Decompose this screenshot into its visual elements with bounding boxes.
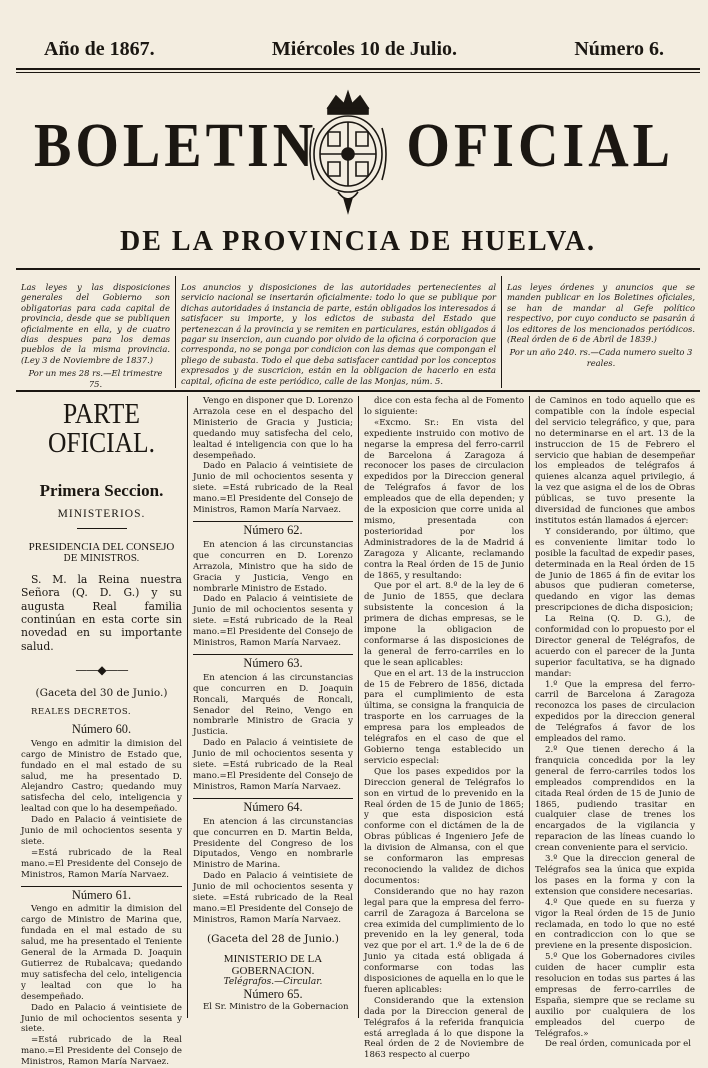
top-rule-thin — [16, 72, 700, 73]
col4-para-2: Y considerando, por último, que es conveniente limitar todo lo posible la facultad de expedir pases, determinada en la Real órden de 15 de Junio de 1865 á fin de evitar los abusos que pudieran cometerse, quedando en vigor las demas prescripciones de dicha disposicion; — [535, 526, 695, 614]
decree-61-text: Vengo en admitir la dimision del cargo de Ministro de Marina que, fundada en el mal estado de su salud, me ha presentado el Teniente General de la Armada D. Joaquin Gutierrez de Rubalcava; quedando muy satisfecha del celo, inteligencia y lealtad con que lo ha desempeñado. — [21, 904, 182, 1002]
gobernacion-heading: MINISTERIO DE LA GOBERNACION. — [223, 952, 323, 977]
decree-62-date: Dado en Palacio á veintisiete de Junio de mil ochocientos sesenta y siete. =Está rubricado de la Real mano.=El Presidente del Consejo de Ministros, Ramon María Narvaez. — [193, 594, 353, 649]
telegrafos-heading: Telégrafos.—Circular. — [223, 976, 323, 987]
col3-para-3: Que por el art. 8.º de la ley de 6 de Junio de 1855, que declara subsistente la concesion á la primera de dichas empresas, se le impone la obligacion de conformarse á las disposiciones de la general de ferro-carriles en lo que le sean aplicables: — [364, 581, 524, 668]
decree-64-text: En atencion á las circunstancias que concurren en D. Martin Belda, Presidente del Congreso de los Diputados, Vengo en nombrarle Ministro de Marina. — [193, 816, 353, 871]
parte-oficial-heading: PARTE OFICIAL. — [47, 398, 156, 459]
col4-para-3: La Reina (Q. D. G.), de conformidad con lo propuesto por el Director general de Telégrafos, de acuerdo con el parecer de la Junta superior facultativa, se ha dignado mandar: — [535, 614, 695, 679]
decree-60-date: Dado en Palacio á veintisiete de Junio de mil ochocientos sesenta y siete. — [21, 815, 182, 847]
notice-rule — [16, 390, 700, 392]
royal-coat-of-arms-icon — [298, 88, 398, 218]
col4-para-8: 5.º Que los Gobernadores civiles cuiden de hacer cumplir esta resolucion en todas sus partes á las empresas de ferro-carriles de España, siempre que se reclame su auxilio por cualquiera de los empleados del cuerpo de Telégrafos.» — [535, 952, 695, 1039]
col4-para-6: 3.º Que la direccion general de Telégrafos sea la única que expida los pases en la forma y con la extension que considere necesarias. — [535, 854, 695, 897]
decree-number-60: Número 60. — [71, 721, 132, 736]
notice-left — [16, 276, 176, 388]
arrazola-decree-date: Dado en Palacio á veintisiete de Junio de mil ochocientos sesenta y siete. =Está rubricado de la Real mano.=El Presidente del Consejo de Ministros, Ramon María Narvaez. — [193, 461, 353, 516]
decree-64-date: Dado en Palacio á veintisiete de Junio de mil ochocientos sesenta y siete. =Está rubricado de la Real mano.=El Presidente del Consejo de Ministros, Ramon María Narvaez. — [193, 871, 353, 925]
column-3 — [358, 396, 529, 1061]
price-annual: Por un año 240. rs.—Cada numero suelto 3 reales. — [509, 347, 693, 368]
col4-para-7: 4.º Que quede en su fuerza y vigor la Real órden de 15 de Junio reclamada, en todo lo que no esté en contradiccion con lo que se previene en la presente disposicion. — [535, 897, 695, 952]
notice-middle — [176, 276, 502, 388]
circular-65-text: El Sr. Ministro de la Gobernacion — [203, 1001, 349, 1012]
notice-middle-text: Los anuncios y disposiciones de las autoridades pertenecientes al servicio nacional se insertarán oficialmente: todo lo que se publique por dichas autoridades á instancia de parte, están obligados los interesados á satisfacer su importe, y los edictos de subasta del Estado que pertenezcan á la provincia y se remiten en particulares, están obligados á pagar su insercion, aun cuando por olvido de la oficina ó corporacion que corresponda, no se ponga por condicion con las demas que compongan el pliego de subasta. Todo el que deba satisfacer cantidad por los conceptos expresados y de suscricion, están en la obligacion de hacerlo en esta capital, oficina de este periódico, calle de las Monjas, núm. 5. — [181, 282, 496, 386]
issue-number: Número 6. — [574, 38, 664, 60]
decree-number-61: Número 61. — [21, 886, 182, 901]
title-boletin: BOLETIN — [34, 111, 318, 181]
col3-para-6: Considerando que no hay razon legal para que la empresa del ferro-carril de Zaragoza á Barcelona se crea eximida del cumplimiento de lo prevenido en la ley general, toda vez que por el art. 1.º de la de 6 de Junio ya citada está obligada á conformarse con todas las disposiciones de aquella en lo que le fueren aplicables: — [364, 886, 524, 995]
decree-number-63: Número 63. — [193, 654, 353, 669]
decree-63-text: En atencion á las circunstancias que concurren en D. Joaquin Roncali, Marqués de Roncali, Senador del Reino, Vengo en nombrarle Ministro de Gracia y Justicia. — [193, 672, 353, 738]
col4-para-4: 1.º Que la empresa del ferro-carril de Barcelona á Zaragoza reconozca los pases de circulacion expedidos por la direccion general de Telégrafos á favor de los empleados del ramo. — [535, 679, 695, 745]
decree-61-sign: =Está rubricado de la Real mano.=El Presidente del Consejo de Ministros, Ramon María Narvaez. — [21, 1035, 182, 1068]
ornament-divider: ——◆—— — [75, 663, 128, 678]
col3-para-1: dice con esta fecha al de Fomento lo siguiente: — [364, 396, 524, 417]
decree-62-text: En atencion á las circunstancias que concurren en D. Lorenzo Arrazola, Ministro que ha sido de Gracia y Justicia, Vengo en nombrarle Ministro de Estado. — [193, 539, 353, 594]
header-rule — [16, 268, 700, 270]
column-1 — [16, 396, 187, 1068]
top-rule — [16, 68, 700, 70]
subscription-notices — [16, 276, 700, 388]
reales-decretos-heading: REALES DECRETOS. — [31, 706, 132, 717]
presidencia-heading: PRESIDENCIA DEL CONSEJO — [28, 540, 175, 553]
notice-right — [502, 276, 700, 388]
section-heading: Primera Seccion. — [39, 481, 164, 500]
presidencia-subheading: DE MINISTROS. — [63, 553, 140, 564]
divider — [77, 528, 127, 529]
col3-para-7: Considerando que la extension dada por la Direccion general de Telégrafos á la referida franquicia está arreglada á lo que dispone la Real órden de 2 de Noviembre de 1863 respecto al cuerpo — [364, 995, 524, 1061]
col4-para-1: de Caminos en todo aquello que es compatible con la índole especial del servicio telegráfico, y que, para no determinarse en el art. 13 de la instruccion de 15 de Febrero el servicio que habian de desempeñar los empleados de telégrafos á quienes alcanza aquel privilegio, á la vez que asigna el de los de Obras públicas, se tuvo presente la diversidad de funciones que ambos institutos están llamados á ejercer: — [535, 396, 695, 526]
col3-para-2: «Excmo. Sr.: En vista del expediente instruido con motivo de negarse la empresa del ferro-carril de Barcelona á Zaragoza á reconocer los pases de circulacion expedidos por la Direccion general de Telégrafos á favor de los empleados que de ella dependen; y de la exposicion que corre unida al mismo, presentada con posterioridad por los Administradores de la de Madrid á Zaragoza y Alicante, reclamando contra la Real órden de 15 de Junio de 1865, y resultando: — [364, 417, 524, 581]
title-oficial: OFICIAL — [406, 111, 674, 181]
column-2 — [187, 396, 358, 1018]
decree-63-date: Dado en Palacio á veintisiete de Junio de mil ochocientos sesenta y siete. =Está rubricado de la Real mano.=El Presidente del Consejo de Ministros, Ramon María Narvaez. — [193, 738, 353, 792]
decree-number-64: Número 64. — [193, 798, 353, 813]
price-monthly: Por un mes 28 rs.—El trimestre 75. — [28, 368, 163, 389]
col3-para-5: Que los pases expedidos por la Direccion general de Telégrafos lo son en virtud de lo prevenido en la Real órden de 15 de Junio de 1865; y que esta disposicion está conforme con el dictámen de la de Obras públicas é Ingeniero Jefe de la division de Almansa, con el que se conformaron las empresas reconociendo la validez de dichos documentos: — [364, 766, 524, 886]
circular-number-65: Número 65. — [243, 986, 303, 1001]
gaceta-source-2: (Gaceta del 28 de Junio.) — [207, 932, 339, 945]
article-columns — [16, 396, 700, 1068]
decree-60-sign: =Está rubricado de la Real mano.=El Presidente del Consejo de Ministros, Ramon María Narvaez. — [21, 847, 182, 880]
arrazola-decree-text: Vengo en disponer que D. Lorenzo Arrazola cese en el despacho del Ministerio de Gracia y Justicia; quedando muy satisfecha del celo, lealtad é inteligencia con que lo ha desempeñado. — [193, 396, 353, 461]
dateline — [16, 38, 692, 68]
decree-60-text: Vengo en admitir la dimision del cargo de Ministro de Estado que, fundado en el mal estado de su salud, me ha presentado D. Alejandro Castro; quedando muy satisfecha del celo, inteligencia y lealtad con que lo ha desempeñado. — [21, 738, 182, 815]
year-label: Año de 1867. — [44, 38, 155, 60]
royal-health-notice: S. M. la Reina nuestra Señora (Q. D. G.) y su augusta Real familia continúan en esta corte sin novedad en su importante salud. — [21, 572, 182, 653]
col3-para-4: Que en el art. 13 de la instruccion de 15 de Febrero de 1856, dictada para el cumplimiento de esta última, se consigna la franquicia de trasporte en los carruages de la empresa para los empleados de telégrafos en el caso de que el Gobierno tenga establecido un servicio especial: — [364, 668, 524, 766]
province-title: DE LA PROVINCIA DE HUELVA. — [120, 226, 596, 257]
column-4 — [529, 396, 700, 1050]
decree-61-date: Dado en Palacio á veintisiete de Junio de mil ochocientos sesenta y siete. — [21, 1002, 182, 1035]
date-label: Miércoles 10 de Julio. — [271, 38, 458, 60]
notice-right-text: Las leyes órdenes y anuncios que se manden publicar en los Boletines oficiales, se han de mandar al Gefe político respectivo, por cuyo conducto se pasarán á los editores de los mencionados periódicos. (Real órden de 6 de Abril de 1839.) — [507, 282, 695, 345]
col4-para-9: De real órden, comunicada por el — [545, 1039, 691, 1050]
masthead-title — [16, 88, 700, 218]
notice-left-text: Las leyes y las disposiciones generales del Gobierno son obligatorias para cada capital de provincia, desde que se publiquen oficialmente en ella, y de cuatro dias despues para los demas pueblos de la misma provincia. (Ley 3 de Noviembre de 1837.) — [21, 282, 170, 365]
col4-para-5: 2.º Que tienen derecho á la franquicia concedida por la ley general de ferro-carriles todos los empleados comprendidos en la citada Real órden de 15 de Junio de 1865, pudiendo trasitar en cualquier clase de trenes los encargados de la vigilancia y reparacion de las líneas cuando lo crean conveniente para el servicio. — [535, 745, 695, 854]
gaceta-source: (Gaceta del 30 de Junio.) — [35, 687, 168, 700]
decree-number-62: Número 62. — [193, 521, 353, 536]
ministerios-heading: MINISTERIOS. — [57, 507, 146, 520]
